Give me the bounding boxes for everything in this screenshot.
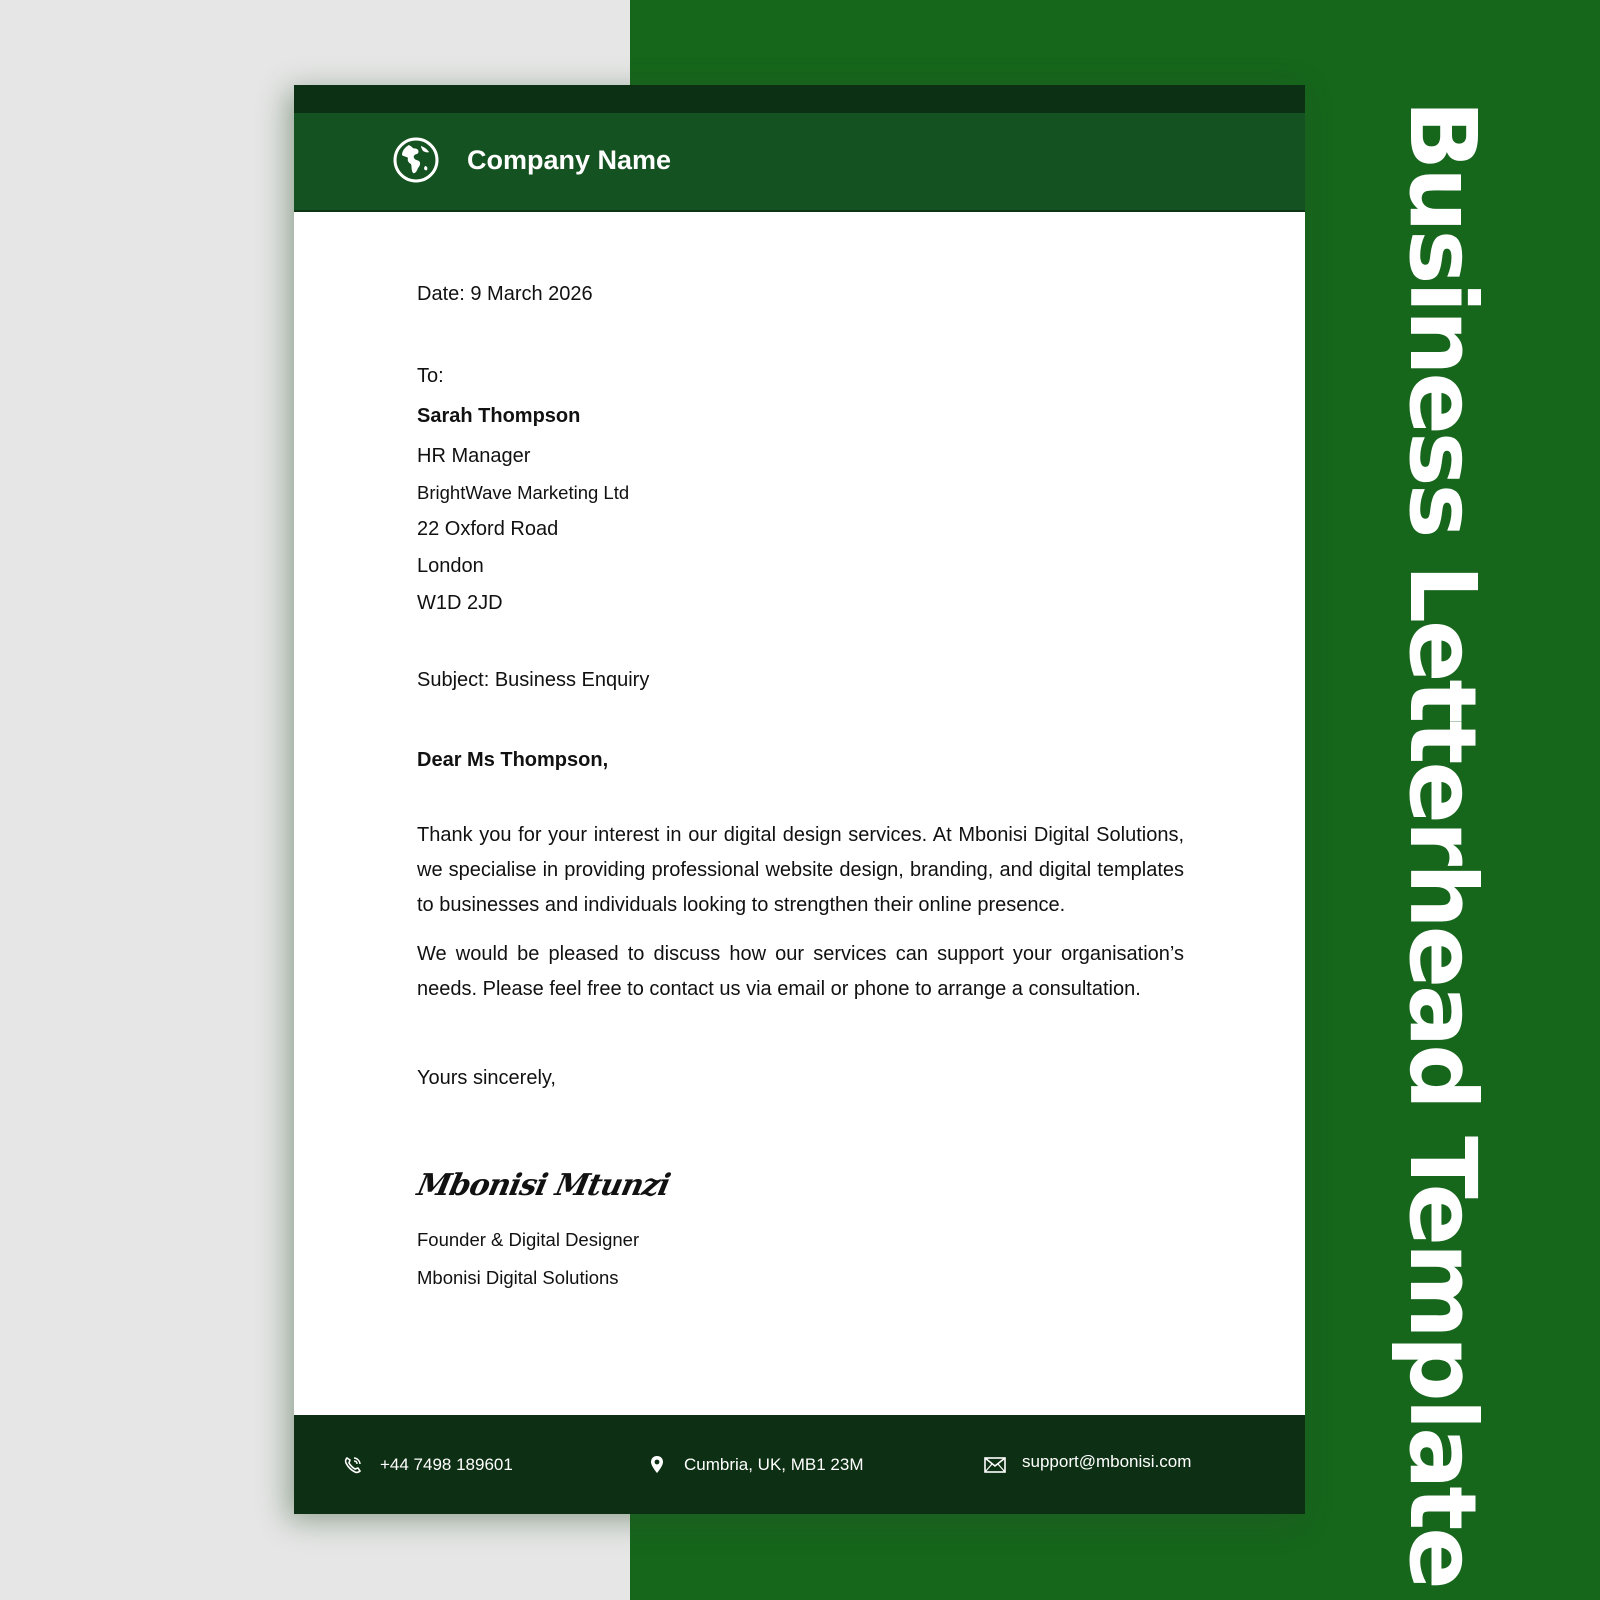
phone-icon [342,1454,364,1476]
letterhead-footer [294,1415,1305,1514]
footer-address [646,1451,864,1479]
signer-title: Founder & Digital Designer [417,1229,640,1250]
top-accent-bar [294,85,1305,113]
company-name: Company Name [467,145,672,175]
footer-phone-text: +44 7498 189601 [380,1455,513,1474]
recipient-title: HR Manager [417,445,531,467]
salutation: Dear Ms Thompson, [417,749,609,771]
to-label: To: [417,365,444,387]
letterhead-sheet [294,85,1305,1514]
body-paragraph-1: Thank you for your interest in our digital design services. At Mbonisi Digital Solutions, we specialise in providing professional website design, branding, and digital templates to businesses and individuals looking to strengthen their online presence. [417,824,1184,916]
recipient-company: BrightWave Marketing Ltd [417,482,630,503]
signer-company: Mbonisi Digital Solutions [417,1267,619,1288]
globe-icon [392,136,440,184]
footer-email-text: support@mbonisi.com [1022,1452,1192,1471]
signature: Mbonisi Mtunzi [414,1168,673,1203]
footer-phone [342,1451,513,1479]
body-paragraph-2: We would be pleased to discuss how our services can support your organisation’s needs. Please feel free to contact us via email or phone to arrange a consultation. [417,943,1184,1000]
footer-address-text: Cumbria, UK, MB1 23M [684,1455,864,1474]
recipient-name: Sarah Thompson [417,405,581,427]
location-pin-icon [646,1454,668,1476]
closing: Yours sincerely, [417,1067,556,1089]
envelope-icon [984,1454,1006,1476]
letter-subject: Subject: Business Enquiry [417,669,650,691]
recipient-city: London [417,555,484,577]
side-title: Business Letterhead Template [1389,100,1496,1587]
letterhead-header [294,113,1305,212]
recipient-street: 22 Oxford Road [417,518,559,540]
letter-date: Date: 9 March 2026 [417,283,593,305]
footer-email [984,1451,1191,1479]
recipient-postcode: W1D 2JD [417,592,503,614]
